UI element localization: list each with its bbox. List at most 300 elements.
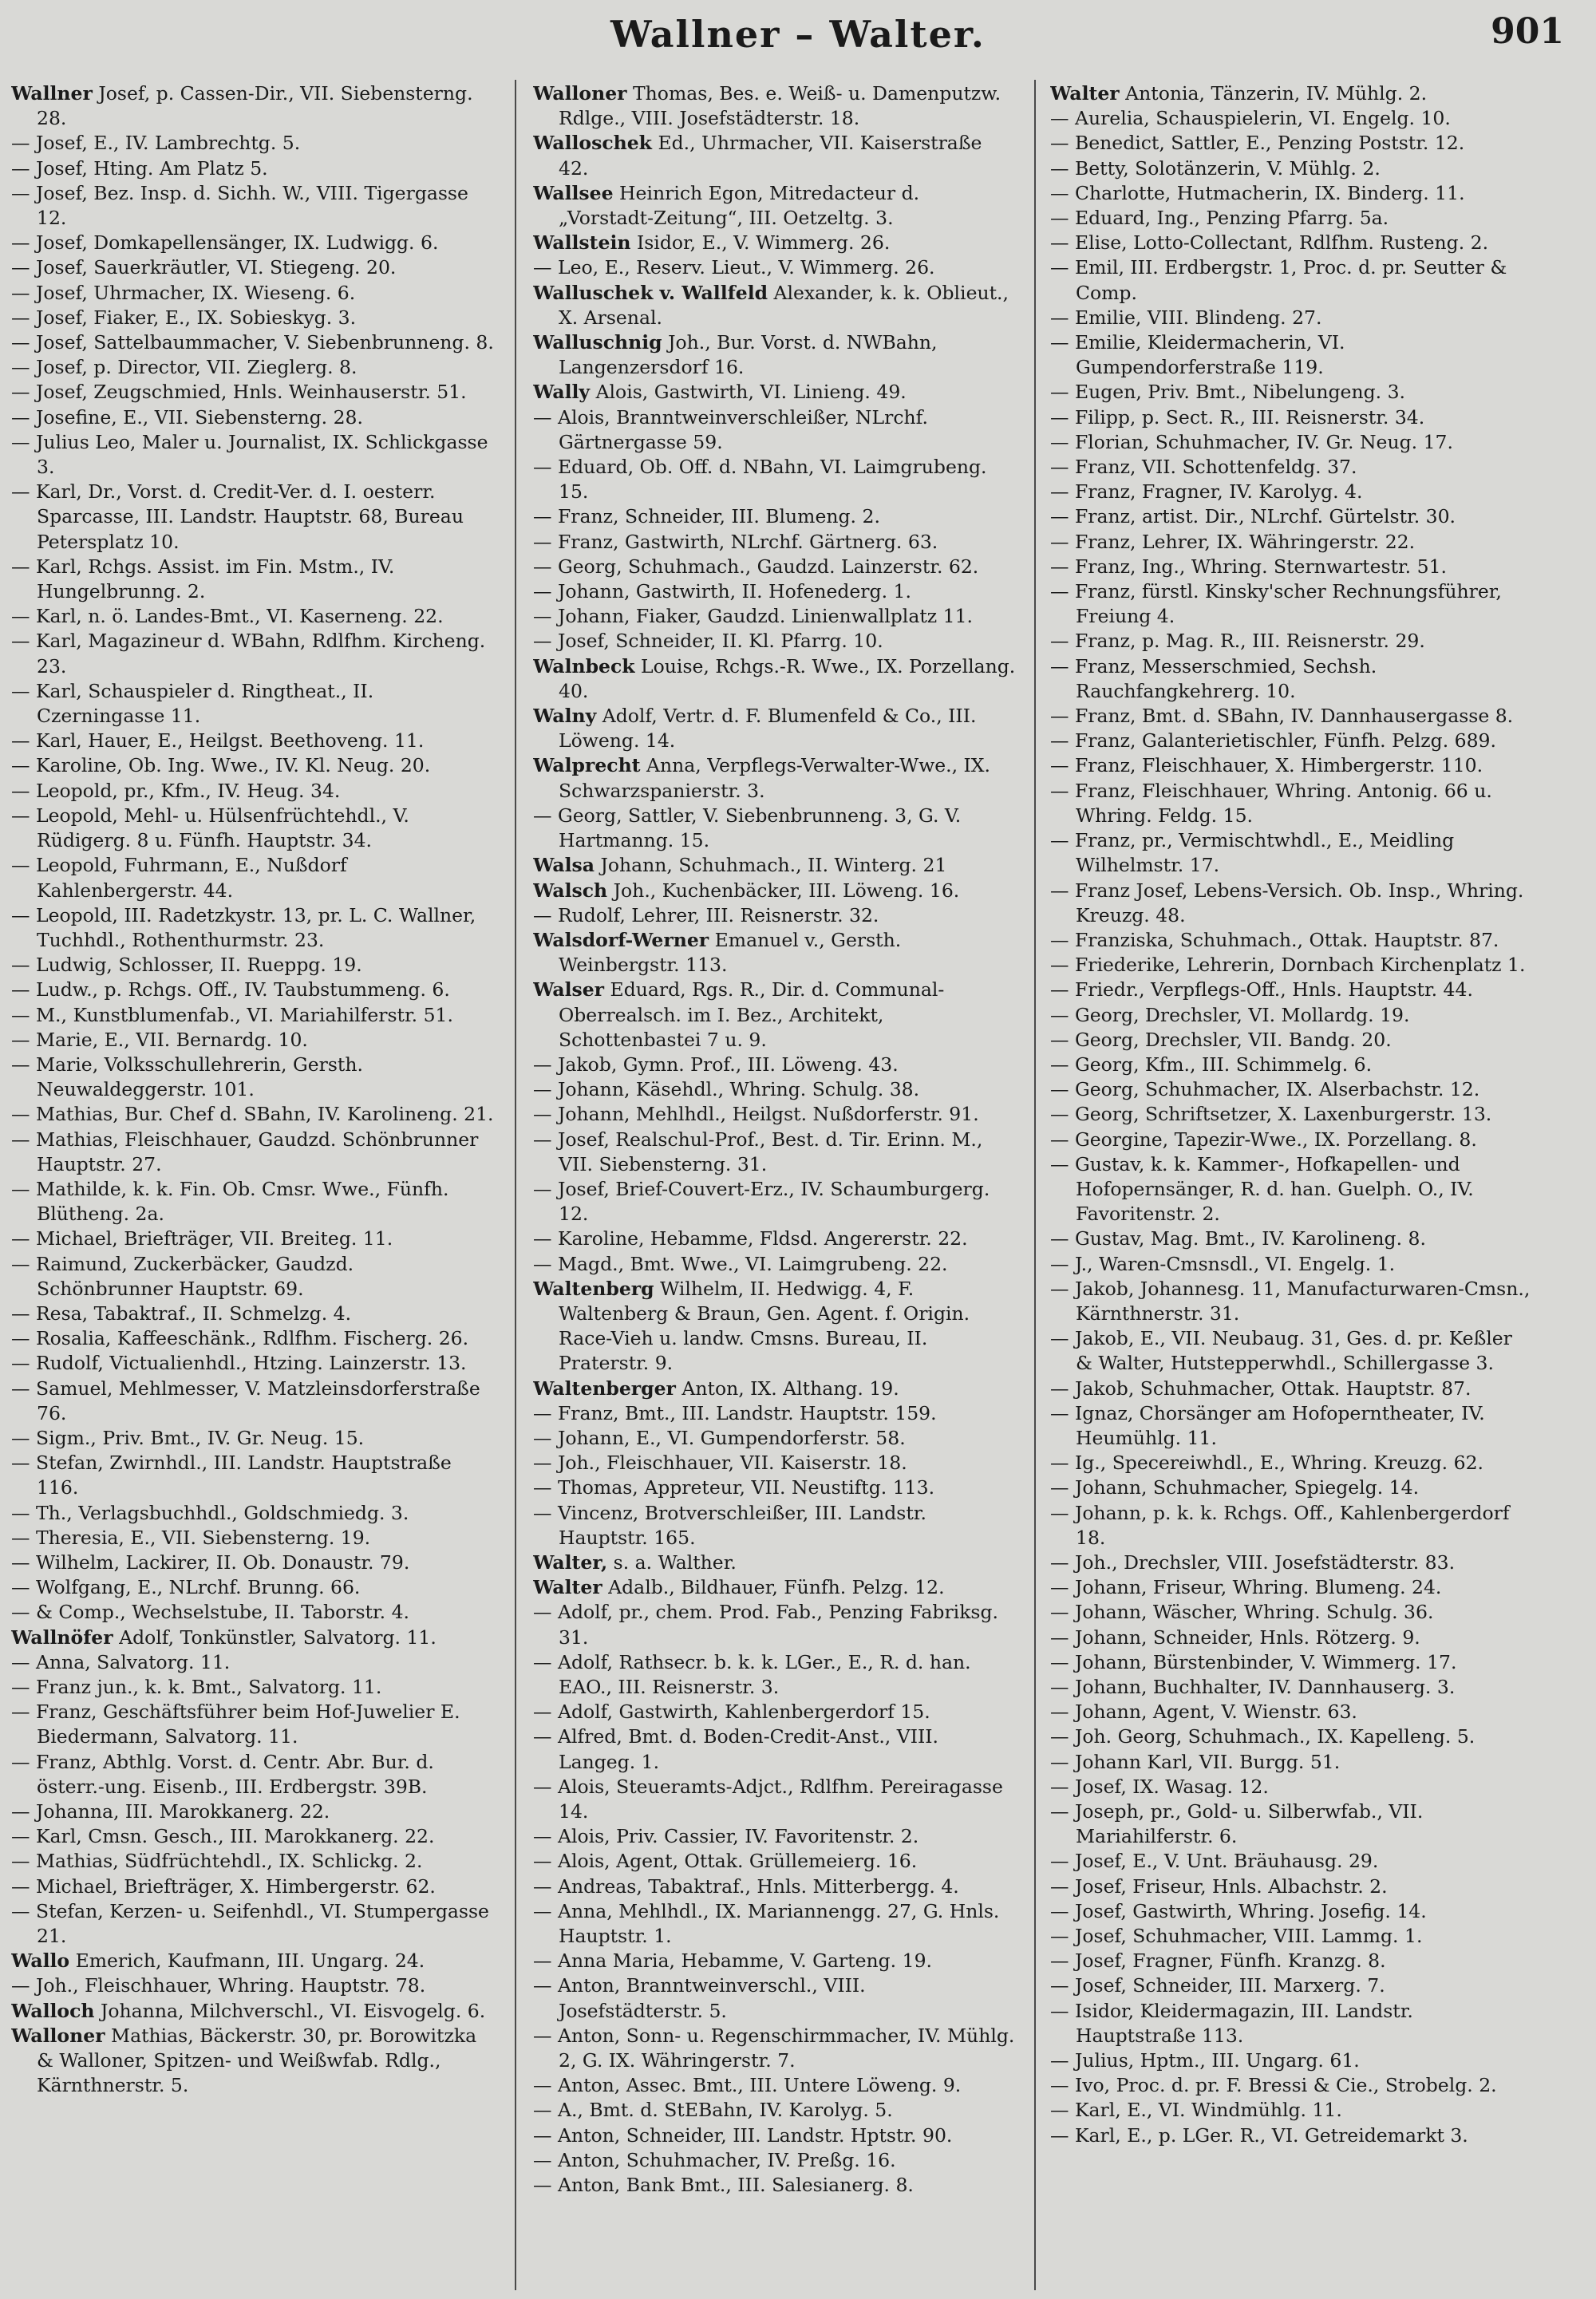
entry-text: — Eduard, Ob. Off. d. NBahn, VI. Laimgrubeng. 15. bbox=[533, 456, 987, 504]
entry-text: — Josef, Realschul-Prof., Best. d. Tir. Erinn. M., VII. Siebensterng. 31. bbox=[533, 1128, 983, 1175]
entry-text: — Johann, Friseur, Whring. Blumeng. 24. bbox=[1050, 1576, 1442, 1599]
directory-entry bbox=[1050, 555, 1533, 579]
entry-text: — Josef, Sauerkräutler, VI. Stiegeng. 20. bbox=[11, 256, 397, 279]
directory-entry bbox=[11, 1700, 494, 1749]
entry-text: — Ig., Specereiwhdl., E., Whring. Kreuzg. 62. bbox=[1050, 1452, 1483, 1475]
entry-text: Joh., Bur. Vorst. d. NWBahn, Langenzersdorf 16. bbox=[559, 331, 938, 379]
entry-text: — Josef, E., IV. Lambrechtg. 5. bbox=[11, 132, 301, 155]
directory-entry bbox=[533, 1650, 1016, 1700]
entry-text: — Karl, Magazineur d. WBahn, Rdlfhm. Kircheng. 23. bbox=[11, 630, 486, 677]
directory-entry bbox=[533, 1899, 1016, 1949]
entry-surname: Wallsee bbox=[533, 181, 614, 204]
entry-text: — Georg, Drechsler, VII. Bandg. 20. bbox=[1050, 1028, 1392, 1051]
directory-entry bbox=[533, 579, 1016, 604]
entry-text: — Josef, Schneider, II. Kl. Pfarrg. 10. bbox=[533, 630, 883, 653]
entry-text: — Franz jun., k. k. Bmt., Salvatorg. 11. bbox=[11, 1676, 382, 1698]
entry-text: — Georg, Schuhmach., Gaudzd. Lainzerstr. 62. bbox=[533, 555, 979, 578]
entry-text: — Emil, III. Erdbergstr. 1, Proc. d. pr. Seutter & Comp. bbox=[1050, 256, 1507, 304]
directory-entry bbox=[1050, 753, 1533, 778]
directory-entry bbox=[1050, 1874, 1533, 1899]
entry-surname: Walter bbox=[1050, 82, 1120, 105]
entry-text: — Karl, Dr., Vorst. d. Credit-Ver. d. I. oesterr. Sparcasse, III. Landstr. Hauptstr. 68, Bureau Petersplatz 10. bbox=[11, 480, 464, 553]
entry-text: — Joh., Drechsler, VIII. Josefstädterstr. 83. bbox=[1050, 1550, 1456, 1574]
directory-entry bbox=[1050, 2073, 1533, 2098]
entry-text: — Josef, Hting. Am Platz 5. bbox=[11, 156, 268, 180]
entry-text: — Friederike, Lehrerin, Dornbach Kirchenplatz 1. bbox=[1050, 954, 1526, 977]
entry-text: — Vincenz, Brotverschleißer, III. Landstr. Hauptstr. 165. bbox=[533, 1501, 926, 1549]
entry-text: — Josef, Gastwirth, Whring. Josefig. 14. bbox=[1050, 1899, 1427, 1922]
directory-entry bbox=[1050, 255, 1533, 305]
directory-entry bbox=[11, 1874, 494, 1899]
directory-entry bbox=[533, 1401, 1016, 1426]
entry-text: — Thomas, Appreteur, VII. Neustiftg. 113. bbox=[533, 1476, 935, 1499]
entry-text: Wilhelm, II. Hedwigg. 4, F. Waltenberg & Braun, Gen. Agent. f. Origin. Race-Vieh u. landw. Cmsns. Bureau, II. Praterstr. 9. bbox=[559, 1277, 970, 1375]
directory-entry bbox=[1050, 430, 1533, 455]
directory-entry bbox=[11, 156, 494, 181]
entry-text: — Mathias, Fleischhauer, Gaudzd. Schönbrunner Hauptstr. 27. bbox=[11, 1128, 479, 1175]
entry-text: Emerich, Kaufmann, III. Ungarg. 24. bbox=[69, 1949, 425, 1973]
directory-entry bbox=[533, 81, 1016, 131]
entry-text: — Samuel, Mehlmesser, V. Matzleinsdorferstraße 76. bbox=[11, 1377, 480, 1424]
entry-text: Joh., Kuchenbäcker, III. Löweng. 16. bbox=[607, 879, 960, 902]
entry-text: — Karl, Schauspieler d. Ringtheat., II. Czerningasse 11. bbox=[11, 679, 374, 728]
entry-text: — Josef, E., V. Unt. Bräuhausg. 29. bbox=[1050, 1850, 1379, 1873]
entry-surname: Wallstein bbox=[533, 231, 631, 255]
entry-text: Alexander, k. k. Oblieut., X. Arsenal. bbox=[559, 281, 1009, 329]
entry-text: — Michael, Briefträger, VII. Breiteg. 11. bbox=[11, 1227, 393, 1250]
directory-entry bbox=[533, 654, 1016, 704]
entry-text: — Mathias, Bur. Chef d. SBahn, IV. Karolineng. 21. bbox=[11, 1103, 494, 1126]
entry-text: Adolf, Vertr. d. F. Blumenfeld & Co., III. Löweng. 14. bbox=[559, 705, 977, 753]
entry-text: — Leopold, Mehl- u. Hülsenfrüchtehdl., V. Rüdigerg. 8 u. Fünfh. Hauptstr. 34. bbox=[11, 804, 409, 852]
entry-text: — Franz, VII. Schottenfeldg. 37. bbox=[1050, 456, 1357, 479]
entry-text: — Franz, Bmt. d. SBahn, IV. Dannhausergasse 8. bbox=[1050, 705, 1514, 728]
entry-text: — Josef, Sattelbaummacher, V. Siebenbrunneng. 8. bbox=[11, 331, 494, 354]
entry-text: — Emilie, VIII. Blindeng. 27. bbox=[1050, 306, 1322, 329]
entry-text: — Josef, Domkapellensänger, IX. Ludwigg. 6. bbox=[11, 231, 439, 255]
directory-entry bbox=[533, 1426, 1016, 1451]
directory-entry bbox=[1050, 1003, 1533, 1028]
entry-text: — Stefan, Zwirnhdl., III. Landstr. Hauptstraße 116. bbox=[11, 1452, 452, 1499]
directory-entry bbox=[1050, 1252, 1533, 1277]
directory-entry bbox=[533, 380, 1016, 405]
entry-text: — Franz, p. Mag. R., III. Reisnerstr. 29. bbox=[1050, 630, 1425, 653]
directory-entry bbox=[533, 1102, 1016, 1127]
entry-text: — Josef, Friseur, Hnls. Albachstr. 2. bbox=[1050, 1874, 1388, 1898]
directory-entry bbox=[1050, 106, 1533, 131]
entry-text: — Magd., Bmt. Wwe., VI. Laimgrubeng. 22. bbox=[533, 1252, 948, 1275]
entry-text: — Jakob, Gymn. Prof., III. Löweng. 43. bbox=[533, 1053, 899, 1076]
directory-entry bbox=[11, 679, 494, 729]
directory-entry bbox=[1050, 1799, 1533, 1849]
directory-entry bbox=[533, 1377, 1016, 1401]
entry-text: — Josef, Fiaker, E., IX. Sobieskyg. 3. bbox=[11, 306, 357, 329]
entry-text: — Karl, E., p. LGer. R., VI. Getreidemarkt 3. bbox=[1050, 2123, 1468, 2147]
directory-entry bbox=[11, 1625, 494, 1650]
entry-text: — Karl, n. ö. Landes-Bmt., VI. Kaserneng. 22. bbox=[11, 605, 444, 628]
entry-surname: Wallnöfer bbox=[11, 1625, 113, 1649]
entry-text: — Anna Maria, Hebamme, V. Garteng. 19. bbox=[533, 1949, 932, 1973]
entry-text: Ed., Uhrmacher, VII. Kaiserstraße 42. bbox=[559, 132, 982, 180]
entry-text: — Alois, Agent, Ottak. Grüllemeierg. 16. bbox=[533, 1850, 918, 1873]
entry-text: — J., Waren-Cmsnsdl., VI. Engelg. 1. bbox=[1050, 1252, 1396, 1275]
directory-entry bbox=[533, 879, 1016, 903]
directory-entry bbox=[1050, 1227, 1533, 1251]
directory-entry bbox=[11, 1526, 494, 1550]
entry-text: — Johann, E., VI. Gumpendorferstr. 58. bbox=[533, 1426, 906, 1449]
directory-entry bbox=[1050, 480, 1533, 504]
entry-text: — Rudolf, Lehrer, III. Reisnerstr. 32. bbox=[533, 903, 879, 926]
directory-entry bbox=[533, 1973, 1016, 2023]
entry-text: — Franz, Gastwirth, NLrchf. Gärtnerg. 63. bbox=[533, 530, 938, 553]
directory-entry bbox=[11, 729, 494, 753]
directory-entry bbox=[1050, 1550, 1533, 1575]
directory-entry bbox=[533, 2098, 1016, 2123]
directory-entry bbox=[533, 255, 1016, 280]
directory-entry bbox=[1050, 1849, 1533, 1874]
directory-entry bbox=[1050, 1675, 1533, 1700]
directory-entry bbox=[11, 480, 494, 555]
directory-entry bbox=[11, 1177, 494, 1227]
entry-text: — Leopold, III. Radetzkystr. 13, pr. L. C. Wallner, Tuchhdl., Rothenthurmstr. 23. bbox=[11, 903, 476, 951]
entry-text: — Rosalia, Kaffeeschänk., Rdlfhm. Fischerg. 26. bbox=[11, 1327, 469, 1350]
directory-entry bbox=[533, 903, 1016, 928]
directory-entry bbox=[1050, 306, 1533, 330]
directory-entry bbox=[533, 181, 1016, 231]
entry-text: — Karoline, Hebamme, Fldsd. Angererstr. 22. bbox=[533, 1227, 968, 1250]
directory-entry bbox=[533, 1501, 1016, 1550]
directory-entry bbox=[1050, 928, 1533, 953]
entry-text: — Anton, Assec. Bmt., III. Untere Löweng. 9. bbox=[533, 2074, 962, 2097]
entry-text: — Josefine, E., VII. Siebensterng. 28. bbox=[11, 405, 363, 429]
directory-entry bbox=[1050, 181, 1533, 206]
entry-text: — Josef, Zeugschmied, Hnls. Weinhauserstr. 51. bbox=[11, 381, 467, 404]
entry-text: — Johann, p. k. k. Rchgs. Off., Kahlenbergerdorf 18. bbox=[1050, 1501, 1510, 1549]
entry-surname: Walloner bbox=[11, 2024, 105, 2047]
directory-entry bbox=[533, 231, 1016, 255]
entry-text: — Wolfgang, E., NLrchf. Brunng. 66. bbox=[11, 1576, 361, 1599]
directory-entry bbox=[533, 1575, 1016, 1600]
entry-text: — Georg, Drechsler, VI. Mollardg. 19. bbox=[1050, 1003, 1410, 1026]
directory-entry bbox=[533, 1824, 1016, 1849]
entry-text: Anna, Verpflegs-Verwalter-Wwe., IX. Schwarzspanierstr. 3. bbox=[559, 754, 991, 802]
entry-text: — Eduard, Ing., Penzing Pfarrg. 5a. bbox=[1050, 207, 1389, 230]
directory-entry bbox=[1050, 704, 1533, 729]
directory-entry bbox=[533, 1724, 1016, 1774]
directory-entry bbox=[533, 330, 1016, 380]
entry-text: Adalb., Bildhauer, Fünfh. Pelzg. 12. bbox=[602, 1576, 945, 1599]
directory-entry bbox=[1050, 978, 1533, 1002]
directory-entry bbox=[1050, 1924, 1533, 1949]
entry-text: — Alois, Priv. Cassier, IV. Favoritenstr. 2. bbox=[533, 1825, 919, 1848]
entry-text: — Johann, Käsehdl., Whring. Schulg. 38. bbox=[533, 1078, 920, 1101]
directory-entry bbox=[533, 2173, 1016, 2198]
directory-entry bbox=[11, 1899, 494, 1949]
directory-entry bbox=[11, 1824, 494, 1849]
directory-entry bbox=[11, 281, 494, 306]
entry-text: — Andreas, Tabaktraf., Hnls. Mitterbergg. 4. bbox=[533, 1874, 959, 1898]
entry-text: — Franz, fürstl. Kinsky'scher Rechnungsführer, Freiung 4. bbox=[1050, 580, 1502, 628]
entry-text: — Emilie, Kleidermacherin, VI. Gumpendorferstraße 119. bbox=[1050, 331, 1345, 379]
directory-entry bbox=[533, 1053, 1016, 1077]
directory-entry bbox=[1050, 2098, 1533, 2123]
entry-surname: Walser bbox=[533, 978, 605, 1001]
entry-text: — Adolf, Rathsecr. b. k. k. LGer., E., R. d. han. EAO., III. Reisnerstr. 3. bbox=[533, 1650, 971, 1698]
entry-text: — Josef, Schuhmacher, VIII. Lammg. 1. bbox=[1050, 1925, 1423, 1948]
directory-entry bbox=[11, 1575, 494, 1600]
entry-text: — Anna, Mehlhdl., IX. Mariannengg. 27, G. Hnls. Hauptstr. 1. bbox=[533, 1899, 1000, 1948]
entry-surname: Walsa bbox=[533, 854, 595, 877]
directory-entry bbox=[11, 1750, 494, 1799]
directory-entry bbox=[11, 380, 494, 405]
entry-text: — Filipp, p. Sect. R., III. Reisnerstr. 34. bbox=[1050, 405, 1425, 429]
directory-entry bbox=[533, 131, 1016, 180]
entry-text: — Ludwig, Schlosser, II. Rueppg. 19. bbox=[11, 954, 362, 977]
directory-entry bbox=[11, 1799, 494, 1824]
directory-entry bbox=[1050, 1475, 1533, 1500]
directory-entry bbox=[11, 131, 494, 156]
directory-entry bbox=[11, 604, 494, 629]
directory-entry bbox=[11, 330, 494, 355]
directory-entry bbox=[11, 405, 494, 430]
entry-text: — Karl, Cmsn. Gesch., III. Marokkanerg. 22. bbox=[11, 1825, 435, 1848]
entry-text: — Johann, Gastwirth, II. Hofenederg. 1. bbox=[533, 580, 911, 603]
entry-text: — Raimund, Zuckerbäcker, Gaudzd. Schönbrunner Hauptstr. 69. bbox=[11, 1252, 354, 1300]
directory-entry bbox=[11, 81, 494, 131]
entry-text: — Stefan, Kerzen- u. Seifenhdl., VI. Stumpergasse 21. bbox=[11, 1899, 489, 1948]
entry-text: — Gustav, k. k. Kammer-, Hofkapellen- und Hofopernsänger, R. d. han. Guelph. O., IV. Favoritenstr. 2. bbox=[1050, 1152, 1474, 1226]
entry-surname: Walloschek bbox=[533, 132, 652, 155]
entry-text: — Elise, Lotto-Collectant, Rdlfhm. Rusteng. 2. bbox=[1050, 231, 1489, 255]
directory-entry bbox=[1050, 1999, 1533, 2048]
directory-entry bbox=[533, 1277, 1016, 1377]
entry-text: — Leopold, Fuhrmann, E., Nußdorf Kahlenbergerstr. 44. bbox=[11, 854, 347, 902]
directory-entry bbox=[533, 1227, 1016, 1251]
entry-text: — Sigm., Priv. Bmt., IV. Gr. Neug. 15. bbox=[11, 1426, 365, 1449]
directory-entry bbox=[11, 1501, 494, 1526]
entry-text: — Franz, Abthlg. Vorst. d. Centr. Abr. Bur. d. österr.-ung. Eisenb., III. Erdbergstr. 39B. bbox=[11, 1750, 434, 1798]
directory-entry bbox=[11, 1849, 494, 1874]
entry-text: — Adolf, Gastwirth, Kahlenbergerdorf 15. bbox=[533, 1701, 930, 1724]
entry-text: Heinrich Egon, Mitredacteur d. „Vorstadt-Zeitung“, III. Oetzeltg. 3. bbox=[559, 181, 920, 230]
entry-surname: Wallo bbox=[11, 1949, 70, 1973]
directory-entry bbox=[11, 853, 494, 903]
directory-entry bbox=[533, 2073, 1016, 2098]
directory-entry bbox=[533, 753, 1016, 803]
entry-text: — Franz, Fleischhauer, X. Himbergerstr. 110. bbox=[1050, 754, 1483, 777]
directory-entry bbox=[1050, 1028, 1533, 1053]
directory-entry bbox=[1050, 579, 1533, 629]
directory-entry bbox=[11, 1650, 494, 1675]
entry-text: — Eugen, Priv. Bmt., Nibelungeng. 3. bbox=[1050, 381, 1405, 404]
directory-entry bbox=[533, 1949, 1016, 1973]
entry-text: — Resa, Tabaktraf., II. Schmelzg. 4. bbox=[11, 1302, 352, 1325]
entry-surname: Walluschek v. Wallfeld bbox=[533, 281, 768, 304]
entry-text: — Johann, Bürstenbinder, V. Wimmerg. 17. bbox=[1050, 1650, 1457, 1673]
page-title: Wallner – Walter. bbox=[610, 13, 986, 56]
directory-entry bbox=[1050, 1750, 1533, 1775]
entry-text: s. a. Walther. bbox=[607, 1550, 737, 1574]
entry-text: — Joh., Fleischhauer, VII. Kaiserstr. 18. bbox=[533, 1452, 907, 1475]
entry-text: — Isidor, Kleidermagazin, III. Landstr. Hauptstraße 113. bbox=[1050, 1999, 1413, 2047]
directory-entry bbox=[1050, 156, 1533, 181]
directory-entry bbox=[533, 853, 1016, 878]
directory-entry bbox=[1050, 1077, 1533, 1102]
entry-text: — Joh., Fleischhauer, Whring. Hauptstr. 78. bbox=[11, 1974, 426, 1997]
entry-text: Emanuel v., Gersth. Weinbergstr. 113. bbox=[559, 928, 902, 977]
entry-text: Alois, Gastwirth, VI. Linieng. 49. bbox=[590, 381, 907, 404]
directory-entry bbox=[533, 804, 1016, 853]
entry-text: — Josef, Bez. Insp. d. Sichh. W., VIII. Tigergasse 12. bbox=[11, 181, 468, 230]
entry-text: — Florian, Schuhmacher, IV. Gr. Neug. 17. bbox=[1050, 430, 1453, 453]
entry-surname: Waltenberger bbox=[533, 1377, 676, 1400]
entry-text: — Josef, Fragner, Fünfh. Kranzg. 8. bbox=[1050, 1949, 1386, 1973]
entry-text: — Wilhelm, Lackirer, II. Ob. Donaustr. 79. bbox=[11, 1550, 410, 1574]
directory-entry bbox=[533, 281, 1016, 330]
directory-entry bbox=[533, 555, 1016, 579]
entry-text: — Jakob, E., VII. Neubaug. 31, Ges. d. pr. Keßler & Walter, Hutstepperwhdl., Schillergasse 3. bbox=[1050, 1327, 1512, 1375]
entry-surname: Walter bbox=[533, 1576, 602, 1599]
directory-entry bbox=[533, 1775, 1016, 1824]
directory-entry bbox=[11, 1973, 494, 1998]
directory-entry bbox=[533, 928, 1016, 978]
entry-text: — Karl, E., VI. Windmühlg. 11. bbox=[1050, 2099, 1342, 2122]
entry-text: — Theresia, E., VII. Siebensterng. 19. bbox=[11, 1526, 371, 1549]
entry-text: — Franz, Galanterietischler, Fünfh. Pelzg. 689. bbox=[1050, 729, 1496, 753]
directory-entry bbox=[533, 1077, 1016, 1102]
entry-text: — Jakob, Schuhmacher, Ottak. Hauptstr. 87. bbox=[1050, 1377, 1472, 1400]
directory-entry bbox=[1050, 629, 1533, 654]
directory-entry bbox=[11, 903, 494, 953]
directory-entry bbox=[1050, 2123, 1533, 2148]
entry-text: Johann, Schuhmach., II. Winterg. 21 bbox=[594, 854, 947, 877]
directory-entry bbox=[11, 1227, 494, 1251]
directory-entry bbox=[1050, 330, 1533, 380]
entry-text: — Franz, Fragner, IV. Karolyg. 4. bbox=[1050, 480, 1363, 504]
directory-entry bbox=[1050, 1277, 1533, 1326]
entry-text: — Josef, p. Director, VII. Zieglerg. 8. bbox=[11, 356, 358, 379]
directory-entry bbox=[533, 704, 1016, 753]
directory-entry bbox=[533, 1177, 1016, 1227]
directory-entry bbox=[11, 255, 494, 280]
entry-text: — Johann, Buchhalter, IV. Dannhauserg. 3. bbox=[1050, 1676, 1456, 1698]
directory-entry bbox=[1050, 1053, 1533, 1077]
directory-entry bbox=[11, 1550, 494, 1575]
entry-text: — Leo, E., Reserv. Lieut., V. Wimmerg. 26. bbox=[533, 256, 935, 279]
directory-entry bbox=[1050, 455, 1533, 480]
directory-entry bbox=[11, 1102, 494, 1127]
directory-entry bbox=[1050, 504, 1533, 529]
entry-text: Thomas, Bes. e. Weiß- u. Damenputzw. Rdlge., VIII. Josefstädterstr. 18. bbox=[559, 82, 1001, 130]
directory-entry bbox=[1050, 1600, 1533, 1625]
entry-text: — Jakob, Johannesg. 11, Manufacturwaren-Cmsn., Kärnthnerstr. 31. bbox=[1050, 1277, 1531, 1325]
directory-entry bbox=[1050, 131, 1533, 156]
entry-surname: Walluschnig bbox=[533, 331, 662, 354]
directory-entry bbox=[1050, 1949, 1533, 1973]
directory-entry bbox=[11, 1351, 494, 1376]
directory-entry bbox=[533, 2024, 1016, 2073]
column-divider bbox=[515, 80, 516, 2290]
directory-entry bbox=[1050, 1102, 1533, 1127]
directory-column-middle bbox=[533, 81, 1016, 2292]
entry-surname: Walloch bbox=[11, 1999, 95, 2022]
entry-text: — Franz, Bmt., III. Landstr. Hauptstr. 159. bbox=[533, 1401, 937, 1424]
entry-text: — M., Kunstblumenfab., VI. Mariahilferstr. 51. bbox=[11, 1003, 453, 1026]
directory-entry bbox=[11, 1128, 494, 1177]
entry-text: — Johann, Schneider, Hnls. Rötzerg. 9. bbox=[1050, 1625, 1420, 1649]
entry-text: — Th., Verlagsbuchhdl., Goldschmiedg. 3. bbox=[11, 1501, 409, 1524]
entry-text: — Gustav, Mag. Bmt., IV. Karolineng. 8. bbox=[1050, 1227, 1426, 1250]
entry-text: — Benedict, Sattler, E., Penzing Poststr. 12. bbox=[1050, 132, 1465, 155]
entry-surname: Walprecht bbox=[533, 754, 641, 777]
directory-entry bbox=[1050, 1625, 1533, 1650]
entry-text: — Joseph, pr., Gold- u. Silberwfab., VII. Mariahilferstr. 6. bbox=[1050, 1800, 1424, 1848]
directory-entry bbox=[1050, 828, 1533, 878]
entry-text: Isidor, E., V. Wimmerg. 26. bbox=[630, 231, 891, 255]
directory-entry bbox=[1050, 654, 1533, 704]
directory-entry bbox=[1050, 1700, 1533, 1724]
directory-entry bbox=[1050, 1451, 1533, 1475]
directory-entry bbox=[11, 1003, 494, 1028]
directory-entry bbox=[1050, 1152, 1533, 1227]
directory-entry bbox=[533, 1700, 1016, 1724]
directory-entry bbox=[533, 629, 1016, 654]
entry-text: — Marie, E., VII. Bernardg. 10. bbox=[11, 1028, 308, 1051]
entry-text: — Johann, Agent, V. Wienstr. 63. bbox=[1050, 1701, 1357, 1724]
directory-entry bbox=[11, 804, 494, 853]
directory-entry bbox=[533, 405, 1016, 455]
entry-text: — Mathias, Südfrüchtehdl., IX. Schlickg. 2. bbox=[11, 1850, 423, 1873]
entry-text: — Charlotte, Hutmacherin, IX. Binderg. 11. bbox=[1050, 181, 1465, 204]
entry-text: — Aurelia, Schauspielerin, VI. Engelg. 10. bbox=[1050, 107, 1451, 130]
entry-text: — Anton, Sonn- u. Regenschirmmacher, IV. Mühlg. 2, G. IX. Währingerstr. 7. bbox=[533, 2024, 1015, 2072]
directory-entry bbox=[11, 779, 494, 804]
entry-surname: Wally bbox=[533, 381, 591, 404]
directory-entry bbox=[533, 2123, 1016, 2148]
directory-entry bbox=[11, 953, 494, 978]
directory-entry bbox=[533, 1600, 1016, 1649]
entry-text: — Georgine, Tapezir-Wwe., IX. Porzellang. 8. bbox=[1050, 1128, 1477, 1151]
entry-text: — Anna, Salvatorg. 11. bbox=[11, 1650, 231, 1673]
directory-entry bbox=[533, 1849, 1016, 1874]
directory-entry bbox=[11, 1949, 494, 1973]
entry-text: Eduard, Rgs. R., Dir. d. Communal-Oberrealsch. im I. Bez., Architekt, Schottenbastei 7 u. 9. bbox=[559, 978, 945, 1051]
entry-text: — Leopold, pr., Kfm., IV. Heug. 34. bbox=[11, 779, 341, 802]
directory-entry bbox=[1050, 1326, 1533, 1376]
entry-surname: Waltenberg bbox=[533, 1277, 654, 1300]
directory-entry bbox=[11, 1426, 494, 1451]
directory-entry bbox=[11, 1451, 494, 1500]
entry-surname: Walny bbox=[533, 705, 597, 728]
directory-entry bbox=[11, 1377, 494, 1426]
entry-text: — Johanna, III. Marokkanerg. 22. bbox=[11, 1800, 330, 1823]
entry-text: — Karl, Rchgs. Assist. im Fin. Mstm., IV. Hungelbrunng. 2. bbox=[11, 555, 395, 603]
directory-entry bbox=[1050, 231, 1533, 255]
directory-entry bbox=[533, 1451, 1016, 1475]
entry-text: — Adolf, pr., chem. Prod. Fab., Penzing Fabriksg. 31. bbox=[533, 1601, 999, 1649]
directory-entry bbox=[11, 978, 494, 1002]
directory-entry bbox=[11, 1600, 494, 1625]
entry-text: — Georg, Schriftsetzer, X. Laxenburgerstr. 13. bbox=[1050, 1103, 1492, 1126]
entry-text: — Ludw., p. Rchgs. Off., IV. Taubstummeng. 6. bbox=[11, 978, 450, 1001]
entry-text: — Franz, Ing., Whring. Sternwartestr. 51. bbox=[1050, 555, 1447, 578]
entry-text: — Franz, Fleischhauer, Whring. Antonig. 66 u. Whring. Feldg. 15. bbox=[1050, 779, 1492, 827]
page-number: 901 bbox=[1491, 11, 1564, 52]
entry-text: — Franz, pr., Vermischtwhdl., E., Meidling Wilhelmstr. 17. bbox=[1050, 829, 1455, 877]
entry-text: Mathias, Bäckerstr. 30, pr. Borowitzka & Walloner, Spitzen- und Weißwfab. Rdlg., Kärnthnerstr. 5. bbox=[37, 2024, 477, 2097]
entry-text: — Alois, Steueramts-Adjct., Rdlfhm. Pereiragasse 14. bbox=[533, 1775, 1003, 1823]
entry-text: Josef, p. Cassen-Dir., VII. Siebensterng. 28. bbox=[37, 82, 473, 130]
